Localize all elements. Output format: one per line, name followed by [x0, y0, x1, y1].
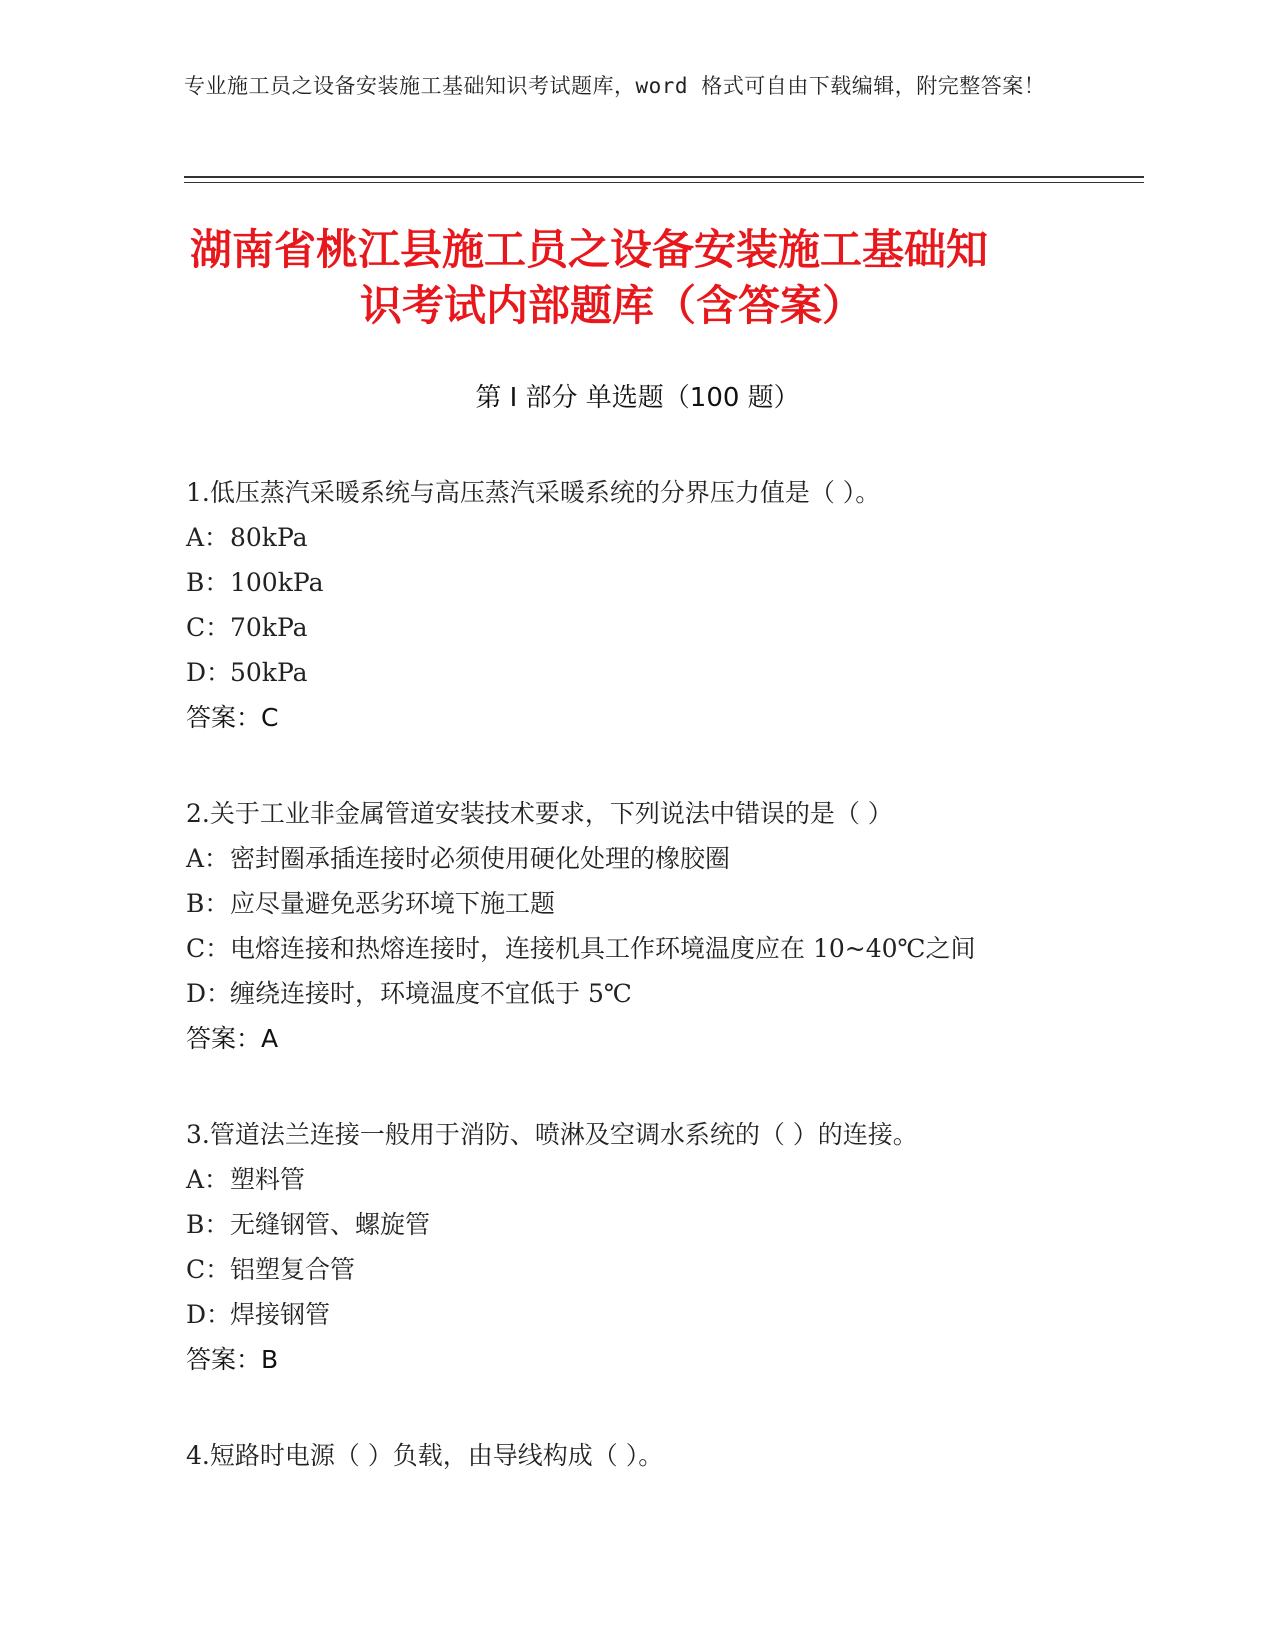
option-key: D： — [186, 1300, 232, 1329]
option-key: B： — [186, 568, 230, 597]
option-key: C： — [186, 934, 231, 963]
option-text: 电熔连接和热熔连接时，连接机具工作环境温度应在 10~40℃之间 — [230, 934, 976, 963]
option-key: A： — [186, 844, 230, 873]
option-key: B： — [186, 889, 230, 918]
question-stem: 2.关于工业非金属管道安装技术要求，下列说法中错误的是（ ） — [186, 799, 893, 828]
option-text: 70kPa — [230, 613, 308, 642]
option-c — [186, 605, 1086, 650]
option-text: 80kPa — [230, 523, 308, 552]
option-b — [186, 560, 1086, 605]
question-stem: 3.管道法兰连接一般用于消防、喷淋及空调水系统的（ ）的连接。 — [186, 1120, 918, 1149]
question-stem: 1.低压蒸汽采暖系统与高压蒸汽采暖系统的分界压力值是（ ）。 — [186, 478, 881, 507]
option-key: A： — [186, 1165, 230, 1194]
option-text: 50kPa — [230, 658, 308, 687]
option-text: 塑料管 — [230, 1165, 306, 1194]
option-text: 缠绕连接时，环境温度不宜低于 5℃ — [230, 979, 632, 1008]
option-key: B： — [186, 1210, 230, 1239]
option-key: A： — [186, 523, 230, 552]
option-text: 应尽量避免恶劣环境下施工题 — [230, 889, 556, 918]
answer: 答案：B — [186, 1345, 279, 1374]
option-d — [186, 1292, 1086, 1337]
option-c — [186, 1247, 1086, 1292]
question-1 — [186, 470, 1086, 740]
option-a — [186, 515, 1086, 560]
option-b — [186, 1202, 1086, 1247]
option-a — [186, 836, 1086, 881]
option-c — [186, 926, 1086, 971]
option-b — [186, 881, 1086, 926]
question-3 — [186, 1112, 1086, 1382]
option-text: 焊接钢管 — [230, 1300, 331, 1329]
answer: 答案：C — [186, 703, 279, 732]
question-2 — [186, 791, 1086, 1061]
option-key: D： — [186, 979, 232, 1008]
header-note: 专业施工员之设备安装施工基础知识考试题库，word 格式可自由下载编辑，附完整答案！ — [184, 74, 1046, 98]
option-text: 铝塑复合管 — [230, 1255, 356, 1284]
question-list — [186, 470, 1086, 1529]
answer: 答案：A — [186, 1024, 279, 1053]
option-text: 100kPa — [230, 568, 324, 597]
option-key: C： — [186, 613, 231, 642]
option-text: 密封圈承插连接时必须使用硬化处理的橡胶圈 — [230, 844, 731, 873]
header-divider-thick — [184, 176, 1144, 178]
document-title-line2: 识考试内部题库（含答案） — [360, 281, 865, 330]
option-d — [186, 650, 1086, 695]
option-d — [186, 971, 1086, 1016]
option-text: 无缝钢管、螺旋管 — [230, 1210, 431, 1239]
option-a — [186, 1157, 1086, 1202]
question-4 — [186, 1433, 1086, 1478]
header-divider-thin — [184, 182, 1144, 183]
question-stem: 4.短路时电源（ ）负载，由导线构成（ ）。 — [186, 1441, 664, 1470]
option-key: C： — [186, 1255, 231, 1284]
section-title: 第 I 部分 单选题（100 题） — [475, 383, 800, 413]
option-key: D： — [186, 658, 232, 687]
document-title-line1: 湖南省桃江县施工员之设备安装施工基础知 — [190, 225, 989, 274]
document-title — [190, 222, 1090, 334]
